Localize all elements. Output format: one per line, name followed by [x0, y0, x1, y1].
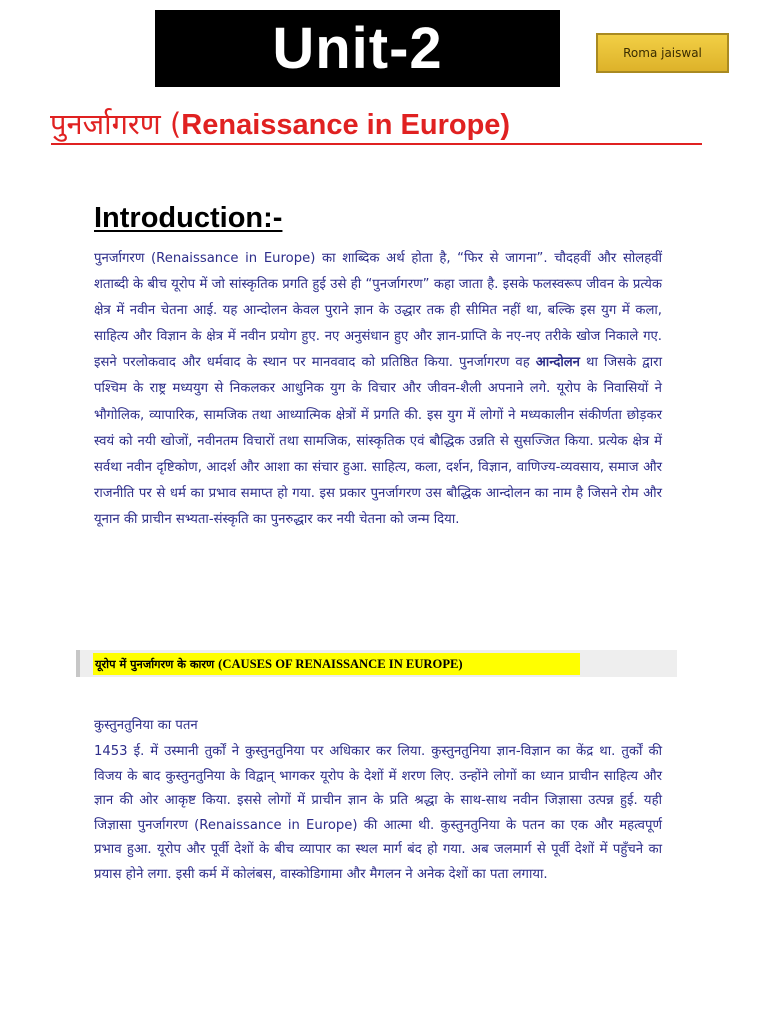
- causes-heading-english: (CAUSES OF RENAISSANCE IN EUROPE): [218, 657, 463, 671]
- unit-title-box: [155, 10, 560, 87]
- unit-title: Unit-2: [272, 16, 443, 81]
- introduction-heading: Introduction:-: [94, 202, 283, 234]
- intro-bold-word: आन्दोलन: [535, 355, 580, 371]
- constantinople-paragraph: 1453 ई. में उस्मानी तुर्कों ने कुस्तुनतुनिया पर अधिकार कर लिया. कुस्तुनतुनिया ज्ञान-विज्ञान का केंद्र था. तुर्कों की विजय के बाद कुस्तुनतुनिया के विद्वान् भागकर यूरोप के देशों में शरण लिए. उन्होंने लोगों का ध्यान प्राचीन साहित्य और ज्ञान की ओर आकृष्ट किया. इससे लोगों में प्राचीन ज्ञान के प्रति श्रद्धा के साथ-साथ नवीन जिज्ञासा उत्पन्न हुई. यही जिज्ञासा पुनर्जागरण (Renaissance in Europe) की आत्मा थी. कुस्तुनतुनिया के पतन का एक और महत्वपूर्ण प्रभाव हुआ. यूरोप और पूर्वी देशों के बीच व्यापार का स्थल मार्ग बंद हो गया. अब जलमार्ग से पूर्वी देशों में पहुँचने का प्रयास होने लगा. इसी कर्म में कोलंबस, वास्कोडिगामा और मैगलन ने अनेक देशों का पता लगाया.: [94, 744, 662, 882]
- author-badge: [596, 33, 729, 73]
- causes-section-heading: [93, 653, 580, 675]
- title-underline: [51, 143, 702, 145]
- intro-text-part-2: था जिसके द्वारा पश्चिम के राष्ट्र मध्ययुग से निकलकर आधुनिक युग के विचार और जीवन-शैली अपनाने लगे. यूरोप के निवासियों ने भौगोलिक, व्यापारिक, सामजिक तथा आध्यात्मिक क्षेत्रों में प्रगति की. इस युग में लोगों ने मध्यकालीन संकीर्णता छोड़कर स्वयं को नयी खोजों, नवीनतम विचारों तथा सामजिक, सांस्कृतिक एवं बौद्धिक उन्नति से सुसज्जित किया. प्रत्येक क्षेत्र में सर्वथा नवीन दृष्टिकोण, आदर्श और आशा का संचार हुआ. साहित्य, कला, दर्शन, विज्ञान, वाणिज्य-व्यवसाय, समाज और राजनीति पर से धर्म का प्रभाव समाप्त हो गया. इस प्रकार पुनर्जागरण उस बौद्धिक आन्दोलन का नाम है जिसने रोम और यूनान की प्राचीन सभ्यता-संस्कृति का पुनरुद्धार कर नयी चेतना को जन्म दिया.: [94, 355, 662, 527]
- intro-text-part-1: पुनर्जागरण (Renaissance in Europe) का शाब्दिक अर्थ होता है, “फिर से जागना”. चौदहवीं और सोलहवीं शताब्दी के बीच यूरोप में जो सांस्कृतिक प्रगति हुई उसे ही “पुनर्जागरण” कहा जाता है. इसके फलस्वरूप जीवन के प्रत्येक क्षेत्र में नवीन चेतना आई. यह आन्दोलन केवल पुराने ज्ञान के उद्धार तक ही सीमित नहीं था, बल्कि इस युग में कला, साहित्य और विज्ञान के क्षेत्र में नवीन प्रयोग हुए. नए अनुसंधान हुए और ज्ञान-प्राप्ति के नए-नए तरीके खोज निकाले गए. इसने परलोकवाद और धर्मवाद के स्थान पर मानववाद को प्रतिष्ठित किया. पुनर्जागरण वह: [94, 251, 662, 371]
- page-title-hindi: पुनर्जागरण (: [50, 107, 182, 141]
- author-name: Roma jaiswal: [623, 46, 702, 60]
- constantinople-subheading: कुस्तुनतुनिया का पतन: [94, 718, 198, 733]
- page-title: [50, 99, 750, 149]
- causes-heading-hindi: यूरोप में पुनर्जागरण के कारण: [95, 658, 219, 671]
- section-heading-bar: [76, 650, 80, 677]
- introduction-paragraph: [94, 246, 662, 533]
- page-title-english: Renaissance in Europe): [181, 109, 511, 141]
